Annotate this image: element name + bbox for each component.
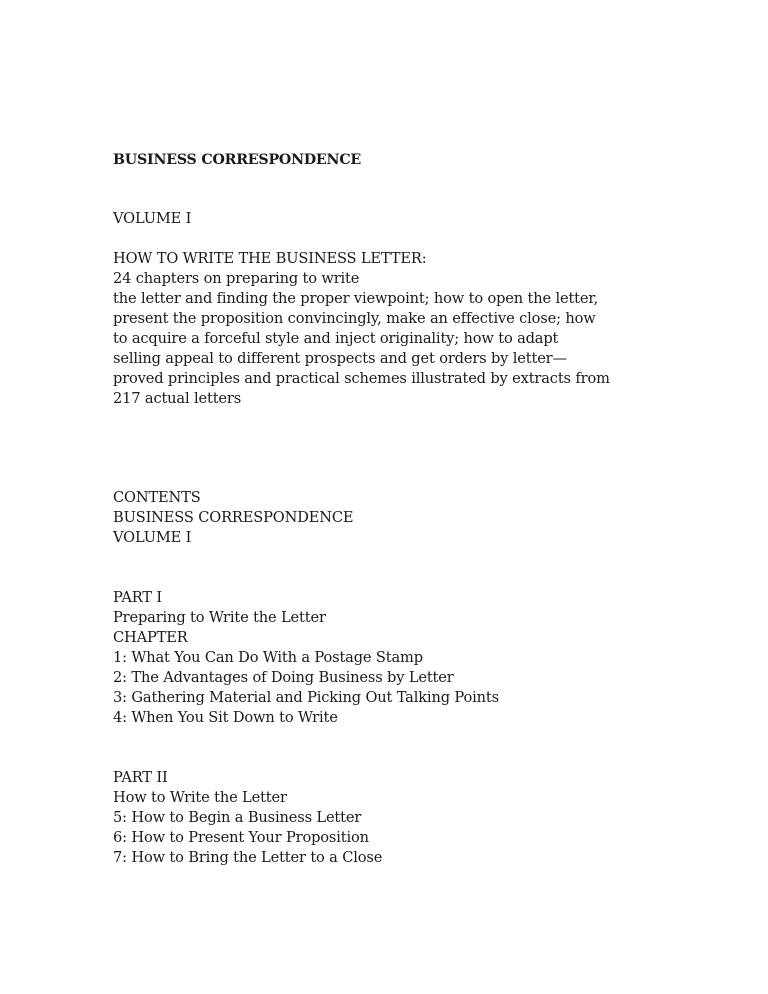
part-label: PART I <box>113 589 162 606</box>
chapter-item: 5: How to Begin a Business Letter <box>113 809 362 826</box>
book-title: BUSINESS CORRESPONDENCE <box>113 152 362 168</box>
chapter-item: 2: The Advantages of Doing Business by Letter <box>113 669 454 686</box>
chapter-item: 1: What You Can Do With a Postage Stamp <box>113 649 423 666</box>
chapter-item: 6: How to Present Your Proposition <box>113 829 369 846</box>
volume-label: VOLUME I <box>113 210 192 227</box>
description-line: 24 chapters on preparing to write <box>113 270 360 287</box>
chapter-item: 7: How to Bring the Letter to a Close <box>113 849 383 866</box>
chapter-item: 4: When You Sit Down to Write <box>113 709 338 726</box>
description-line: selling appeal to different prospects and get orders by letter— <box>113 350 567 367</box>
description-line: the letter and finding the proper viewpoint; how to open the letter, <box>113 290 599 307</box>
description-line: present the proposition convincingly, make an effective close; how <box>113 310 596 327</box>
part-title: Preparing to Write the Letter <box>113 609 326 626</box>
contents-heading: CONTENTS <box>113 489 201 506</box>
description-line: to acquire a forceful style and inject originality; how to adapt <box>113 330 559 347</box>
description-heading: HOW TO WRITE THE BUSINESS LETTER: <box>113 250 427 267</box>
description-line: proved principles and practical schemes illustrated by extracts from <box>113 370 610 387</box>
chapter-label: CHAPTER <box>113 629 188 646</box>
part-title: How to Write the Letter <box>113 789 287 806</box>
contents-volume: VOLUME I <box>113 529 192 546</box>
part-label: PART II <box>113 769 168 786</box>
contents-subtitle: BUSINESS CORRESPONDENCE <box>113 509 354 526</box>
description-line: 217 actual letters <box>113 390 242 407</box>
chapter-item: 3: Gathering Material and Picking Out Talking Points <box>113 689 499 706</box>
